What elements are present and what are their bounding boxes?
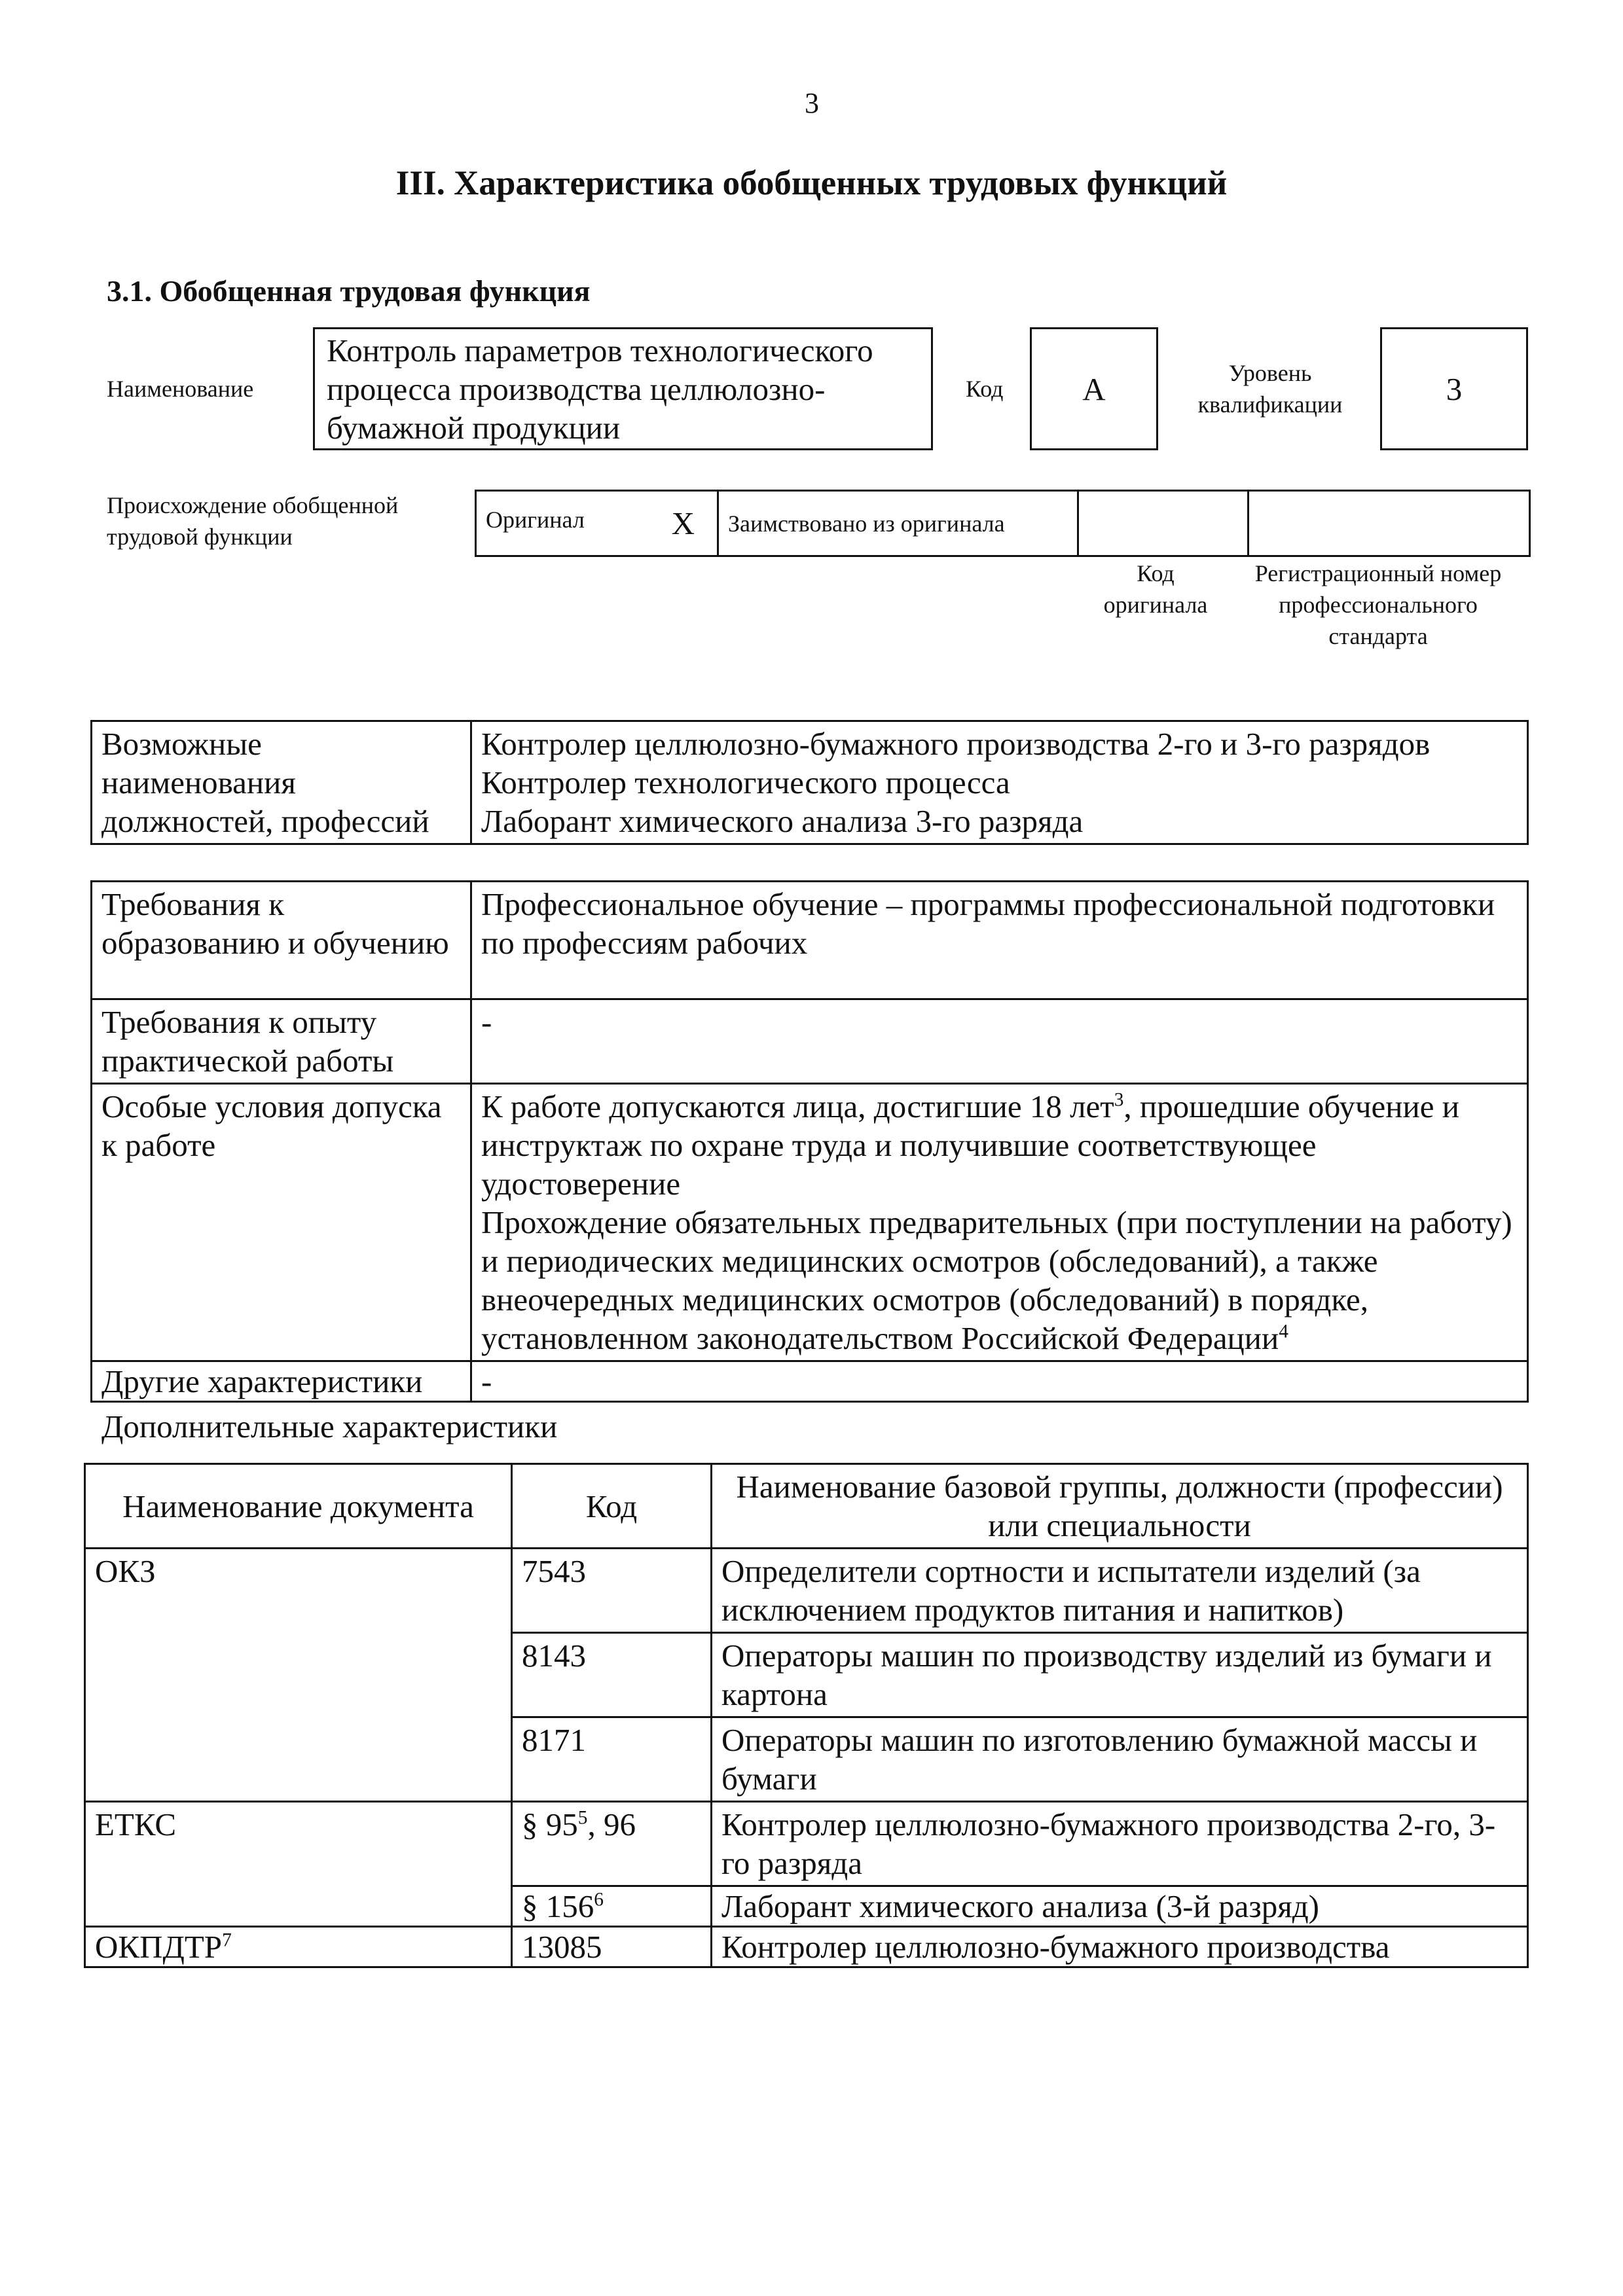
additional-title: Дополнительные характеристики [101, 1408, 558, 1444]
page-number: 3 [805, 87, 819, 119]
footnote-ref: 3 [1114, 1089, 1124, 1111]
footnote-ref: 4 [1279, 1321, 1288, 1342]
footnote-ref: 7 [222, 1929, 232, 1951]
position-item: Контролер целлюлозно-бумажного производства 2-го и 3-го разрядов [481, 726, 1431, 762]
requirements-table [90, 880, 1529, 1403]
origin-label: Происхождение обобщенной трудовой функции [107, 492, 399, 550]
other-label: Другие характеристики [92, 1361, 471, 1402]
origin-code-cell [1078, 491, 1249, 556]
etks-name: Контролер целлюлозно-бумажного производства 2-го, 3-го разряда [712, 1802, 1528, 1886]
gtf-code-value: А [1082, 370, 1106, 407]
education-label: Требования к образованию и обучению [92, 882, 471, 999]
okz-code: 8143 [512, 1633, 712, 1717]
education-value: Профессиональное обучение – программы профессиональной подготовки по профессиям рабочих [471, 882, 1528, 999]
etks-doc: ЕТКС [85, 1802, 512, 1927]
gtf-level-box [1380, 327, 1528, 450]
header-doc: Наименование документа [85, 1464, 512, 1549]
header-name: Наименование базовой группы, должности (профессии) или специальности [712, 1464, 1528, 1549]
other-value: - [471, 1361, 1528, 1402]
okz-name: Операторы машин по производству изделий из бумаги и картона [712, 1633, 1528, 1717]
origin-reg-caption: Регистрационный номер профессионального стандарта [1254, 560, 1502, 649]
gtf-name-box [313, 327, 933, 450]
origin-borrowed-label: Заимствовано из оригинала [718, 491, 1078, 556]
okpdtr-code: 13085 [512, 1927, 712, 1967]
positions-table [90, 720, 1529, 845]
okz-code: 8171 [512, 1717, 712, 1802]
okz-name: Определители сортности и испытатели изделий (за исключением продуктов питания и напитков) [712, 1549, 1528, 1633]
conditions-paragraph-1: К работе допускаются лица, достигшие 18 лет$^3$, прошедшие обучение и инструктаж по охране труда и получившие соответствующее удостоверение [481, 1088, 1459, 1202]
gtf-code-box [1030, 327, 1158, 450]
header-code: Код [512, 1464, 712, 1549]
conditions-value [471, 1084, 1528, 1361]
gtf-name-label: Наименование [107, 376, 254, 402]
experience-label: Требования к опыту практической работы [92, 999, 471, 1084]
experience-value: - [471, 999, 1528, 1084]
positions-label: Возможные наименования должностей, профессий [92, 721, 471, 844]
origin-original-cell [476, 491, 718, 556]
origin-reg-cell [1249, 491, 1530, 556]
okz-name: Операторы машин по изготовлению бумажной массы и бумаги [712, 1717, 1528, 1802]
gtf-name-value: Контроль параметров технологического процесса производства целлюлозно-бумажной продукции [327, 332, 873, 446]
gtf-level-value: 3 [1446, 370, 1463, 407]
conditions-label: Особые условия допуска к работе [92, 1084, 471, 1361]
okz-doc: ОКЗ [85, 1549, 512, 1802]
origin-table [475, 490, 1531, 557]
gtf-level-label: Уровень квалификации [1197, 360, 1343, 418]
origin-code-caption: Код оригинала [1103, 560, 1208, 618]
etks-code: § $156^6$ [512, 1886, 712, 1927]
origin-original-label: Оригинал [486, 507, 585, 533]
footnote-ref: 6 [594, 1889, 604, 1910]
section-title: III. Характеристика обобщенных трудовых функций [395, 164, 1228, 202]
etks-code: § $95^5$, 96 [512, 1802, 712, 1886]
origin-original-mark: Х [671, 505, 695, 541]
additional-table [84, 1463, 1529, 1968]
footnote-ref: 5 [577, 1807, 588, 1829]
okpdtr-name: Контролер целлюлозно-бумажного производства [712, 1927, 1528, 1967]
position-item: Контролер технологического процесса [481, 764, 1010, 800]
okpdtr-doc: ОКПДТР$^7$ [85, 1927, 512, 1967]
positions-list [471, 721, 1528, 844]
conditions-paragraph-2: Прохождение обязательных предварительных (при поступлении на работу) и периодических медицинских осмотров (обследований), а также внеочередных медицинских осмотров (обследований) в порядке, установленном законодательством Российской Федерации$^4$ [481, 1204, 1512, 1356]
subsection-title: 3.1. Обобщенная трудовая функция [107, 274, 591, 308]
etks-name: Лаборант химического анализа (3-й разряд) [712, 1886, 1528, 1927]
position-item: Лаборант химического анализа 3-го разряда [481, 803, 1084, 839]
okz-code: 7543 [512, 1549, 712, 1633]
gtf-code-label: Код [966, 376, 1004, 402]
